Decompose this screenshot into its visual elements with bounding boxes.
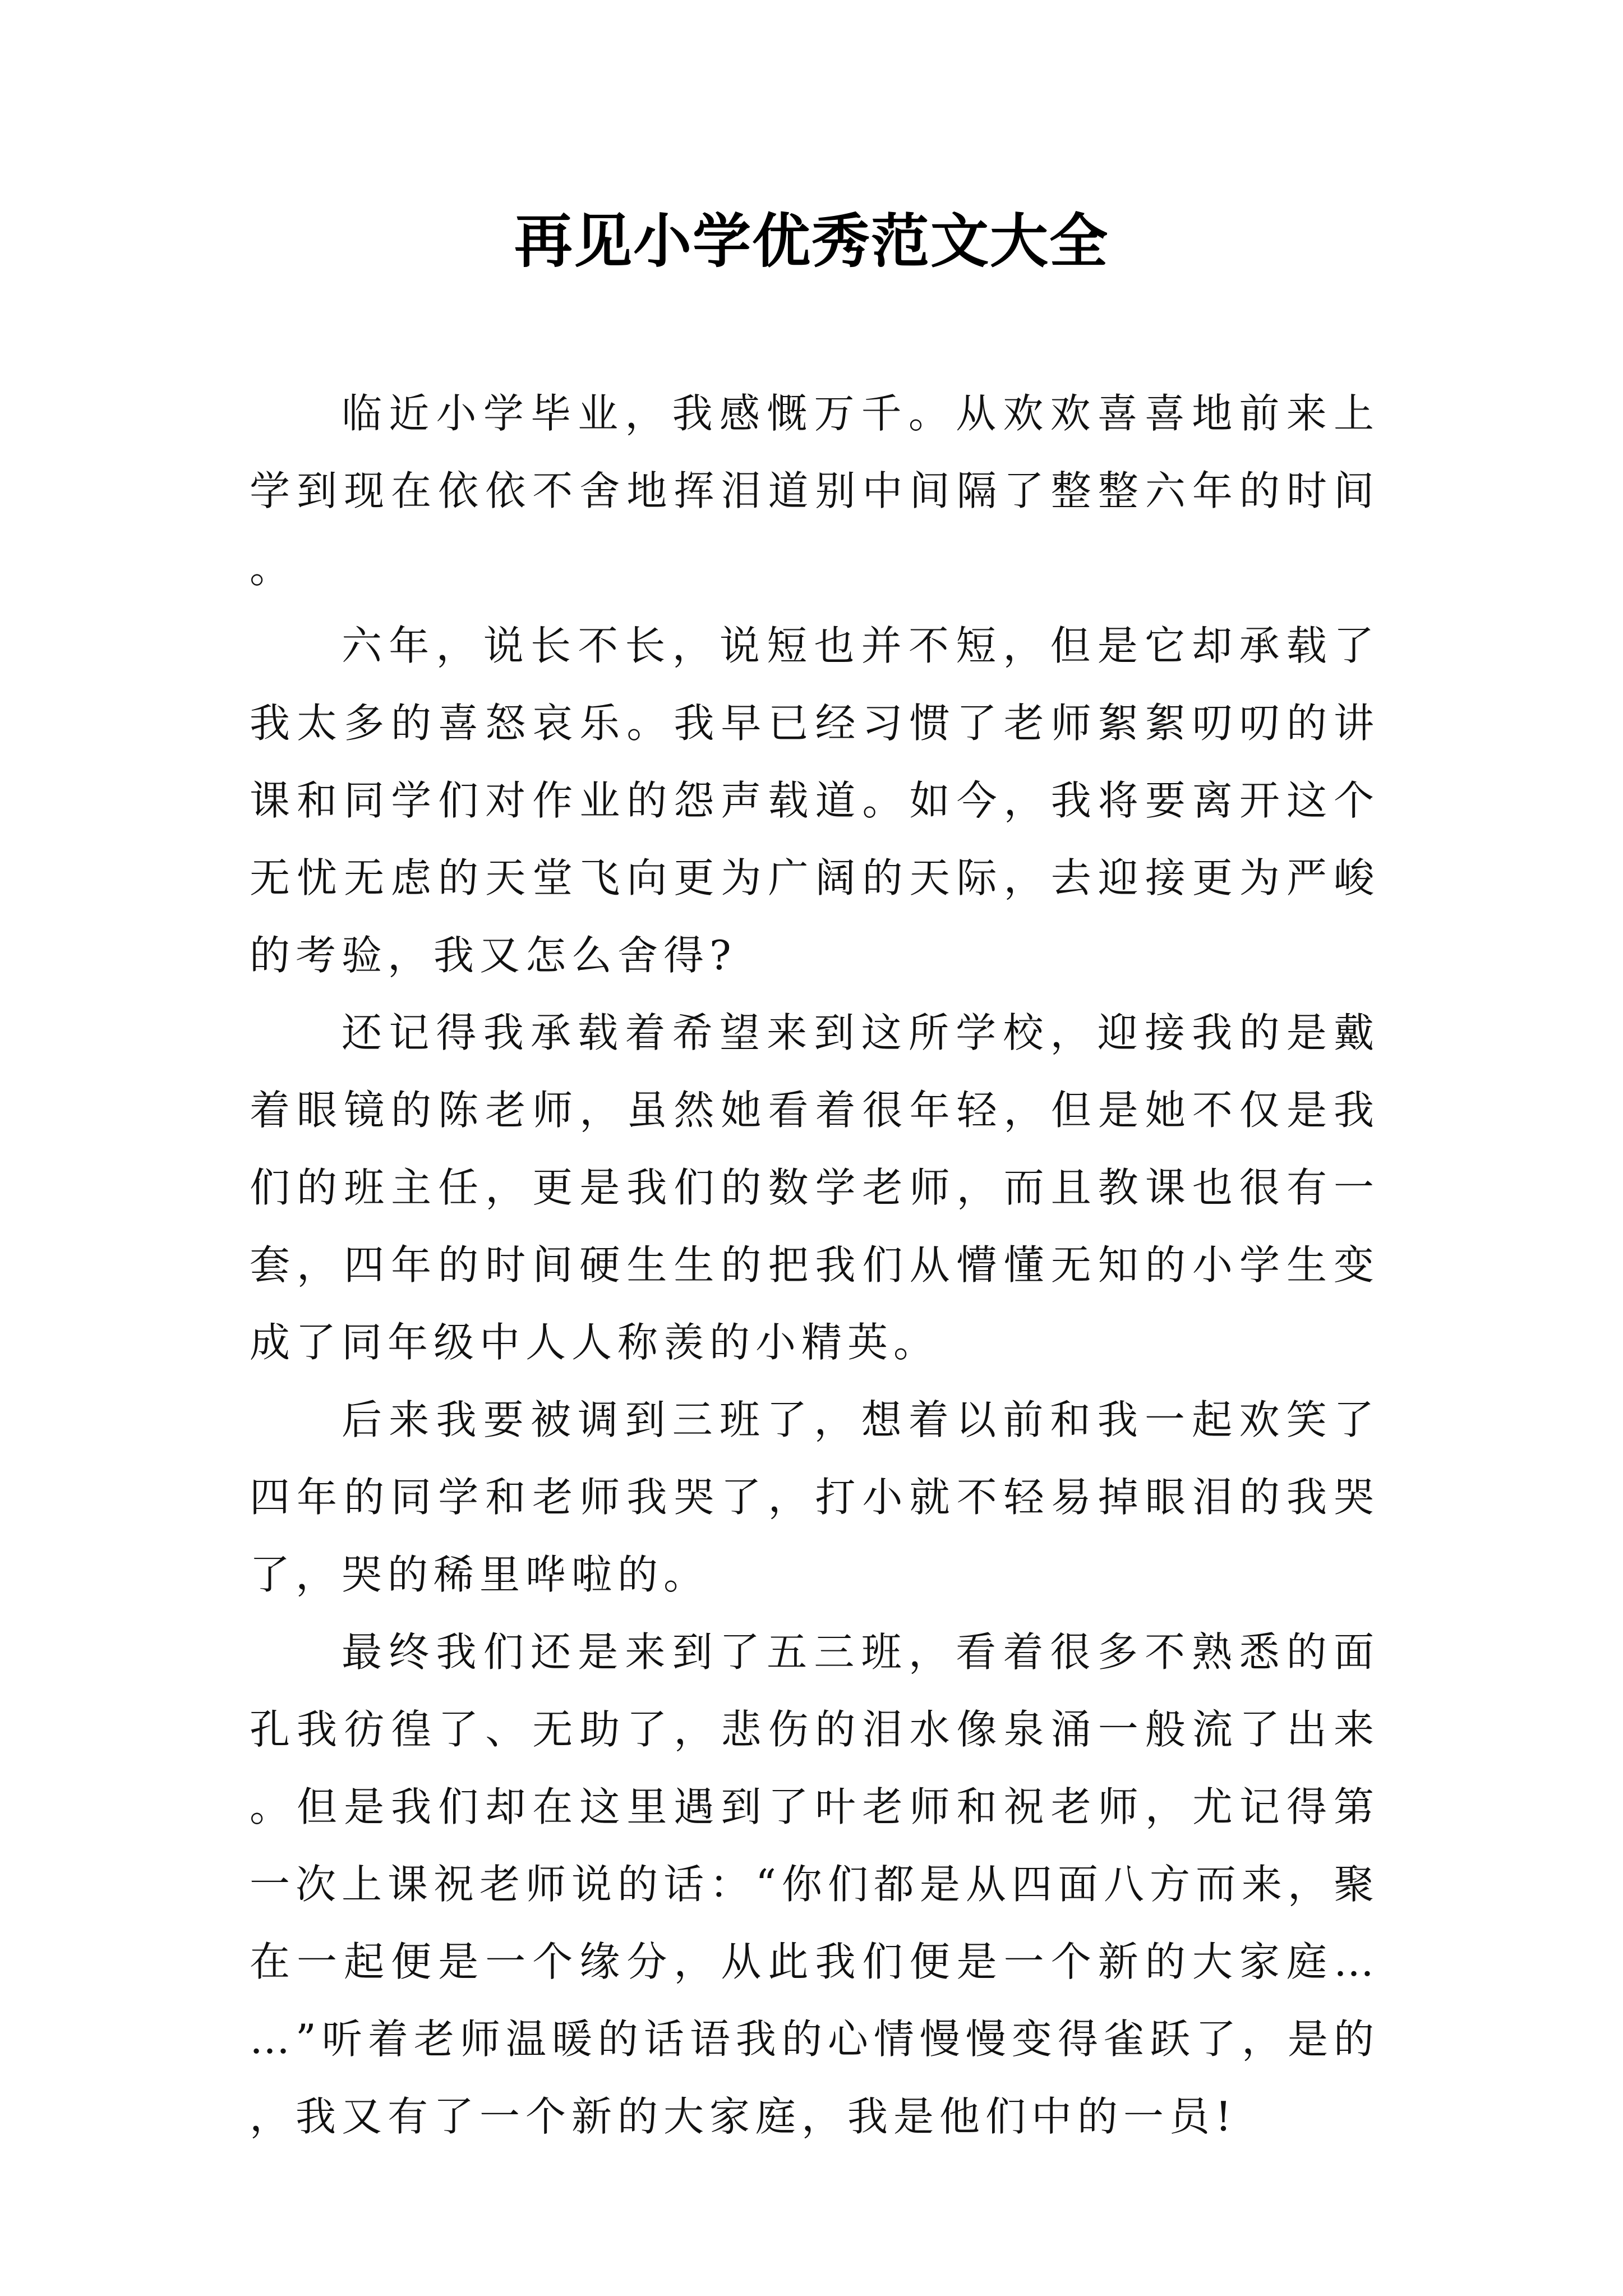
paragraph-4: 后来我要被调到三班了，想着以前和我一起欢笑了四年的同学和老师我哭了，打小就不轻易掉眼泪的我哭了，哭的稀里哗啦的。: [250, 1396, 1380, 1598]
paragraph-5: 最终我们还是来到了五三班，看着很多不熟悉的面孔我彷徨了、无助了，悲伤的泪水像泉涌一般流了出来。但是我们却在这里遇到了叶老师和祝老师，尤记得第一次上课祝老师说的话：“你们都是从四面八方而来，聚在一起便是一个缘分，从此我们便是一个新的大家庭……”听着老师温暖的话语我的心情慢慢变得雀跃了，是的，我又有了一个新的大家庭，我是他们中的一员!: [250, 1628, 1380, 2140]
document-body: [250, 375, 1380, 2155]
paragraph-2: 六年，说长不长，说短也并不短，但是它却承载了我太多的喜怒哀乐。我早已经习惯了老师絮絮叨叨的讲课和同学们对作业的怨声载道。如今，我将要离开这个无忧无虑的天堂飞向更为广阔的天际，去迎接更为严峻的考验，我又怎么舍得?: [250, 622, 1380, 979]
paragraph-1: 临近小学毕业，我感慨万千。从欢欢喜喜地前来上学到现在依依不舍地挥泪道别中间隔了整整六年的时间。: [250, 390, 1380, 592]
document-title: 再见小学优秀范文大全: [514, 206, 1109, 275]
paragraph-3: 还记得我承载着希望来到这所学校，迎接我的是戴着眼镜的陈老师，虽然她看着很年轻，但是她不仅是我们的班主任，更是我们的数学老师，而且教课也很有一套，四年的时间硬生生的把我们从懵懂无知的小学生变成了同年级中人人称羡的小精英。: [250, 1009, 1380, 1366]
